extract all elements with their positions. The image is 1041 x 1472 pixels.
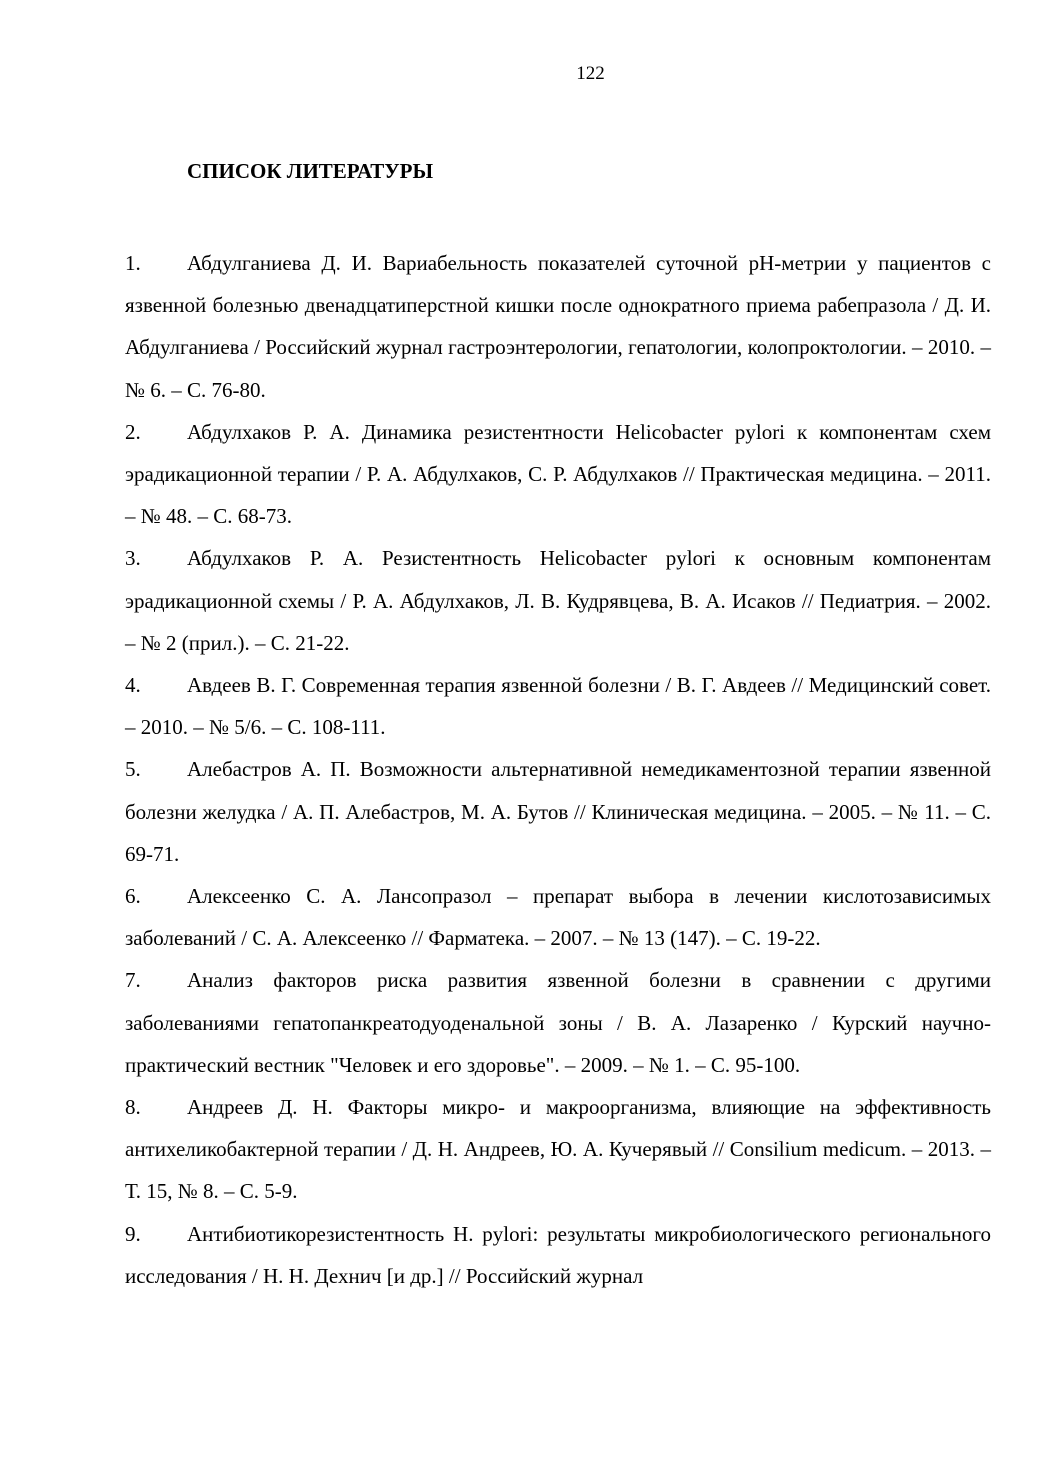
reference-text: Антибиотикорезистентность H. pylori: результаты микробиологического регионального исследования / Н. Н. Дехнич [и др.] // Российский журнал: [125, 1221, 991, 1288]
reference-number: 9.: [125, 1221, 141, 1246]
reference-item: [125, 875, 991, 959]
reference-item: [125, 411, 991, 538]
reference-item: [125, 1213, 991, 1297]
page-title: СПИСОК ЛИТЕРАТУРЫ: [187, 159, 434, 183]
reference-text: Алексеенко С. А. Лансопразол – препарат выбора в лечении кислотозависимых заболеваний / С. А. Алексеенко // Фарматека. – 2007. – № 13 (147). – С. 19-22.: [125, 884, 991, 951]
reference-item: [125, 959, 991, 1086]
reference-number: 8.: [125, 1095, 141, 1120]
reference-number: 6.: [125, 884, 141, 909]
reference-number: 5.: [125, 757, 141, 782]
reference-item: [125, 537, 991, 664]
reference-item: [125, 664, 991, 748]
reference-number: 3.: [125, 546, 141, 571]
reference-text: Авдеев В. Г. Современная терапия язвенной болезни / В. Г. Авдеев // Медицинский совет. – 2010. – № 5/6. – С. 108-111.: [125, 673, 991, 740]
reference-text: Абдулганиева Д. И. Вариабельность показателей суточной pH-метрии у пациентов с язвенной болезнью двенадцатиперстной кишки после однократного приема рабепразола / Д. И. Абдулганиева / Российский журнал гастроэнтерологии, гепатологии, колопроктологии. – 2010. – № 6. – С. 76-80.: [125, 251, 991, 402]
reference-number: 2.: [125, 419, 141, 444]
reference-text: Абдулхаков Р. А. Динамика резистентности Helicobacter pylori к компонентам схем эрадикационной терапии / Р. А. Абдулхаков, С. Р. Абдулхаков // Практическая медицина. – 2011. – № 48. – С. 68-73.: [125, 419, 991, 529]
reference-number: 7.: [125, 968, 141, 993]
reference-text: Абдулхаков Р. А. Резистентность Helicobacter pylori к основным компонентам эрадикационной схемы / Р. А. Абдулхаков, Л. В. Кудрявцева, В. А. Исаков // Педиатрия. – 2002. – № 2 (прил.). – С. 21-22.: [125, 546, 991, 655]
reference-number: 1.: [125, 251, 141, 275]
reference-number: 4.: [125, 673, 141, 698]
reference-item: [125, 748, 991, 875]
reference-item: [125, 1086, 991, 1213]
reference-text: Анализ факторов риска развития язвенной болезни в сравнении с другими заболеваниями гепатопанкреатодуоденальной зоны / В. А. Лазаренко / Курский научно-практический вестник "Человек и его здоровье". – 2009. – № 1. – С. 95-100.: [125, 968, 991, 1077]
reference-text: Алебастров А. П. Возможности альтернативной немедикаментозной терапии язвенной болезни желудка / А. П. Алебастров, М. А. Бутов // Клиническая медицина. – 2005. – № 11. – С. 69-71.: [125, 757, 991, 866]
reference-list: [125, 242, 991, 1297]
reference-text: Андреев Д. Н. Факторы микро- и макроорганизма, влияющие на эффективность антихеликобактерной терапии / Д. Н. Андреев, Ю. А. Кучерявый // Consilium medicum. – 2013. – Т. 15, № 8. – С. 5-9.: [125, 1095, 991, 1204]
page-number: 122: [576, 63, 605, 84]
reference-item: [125, 242, 991, 411]
